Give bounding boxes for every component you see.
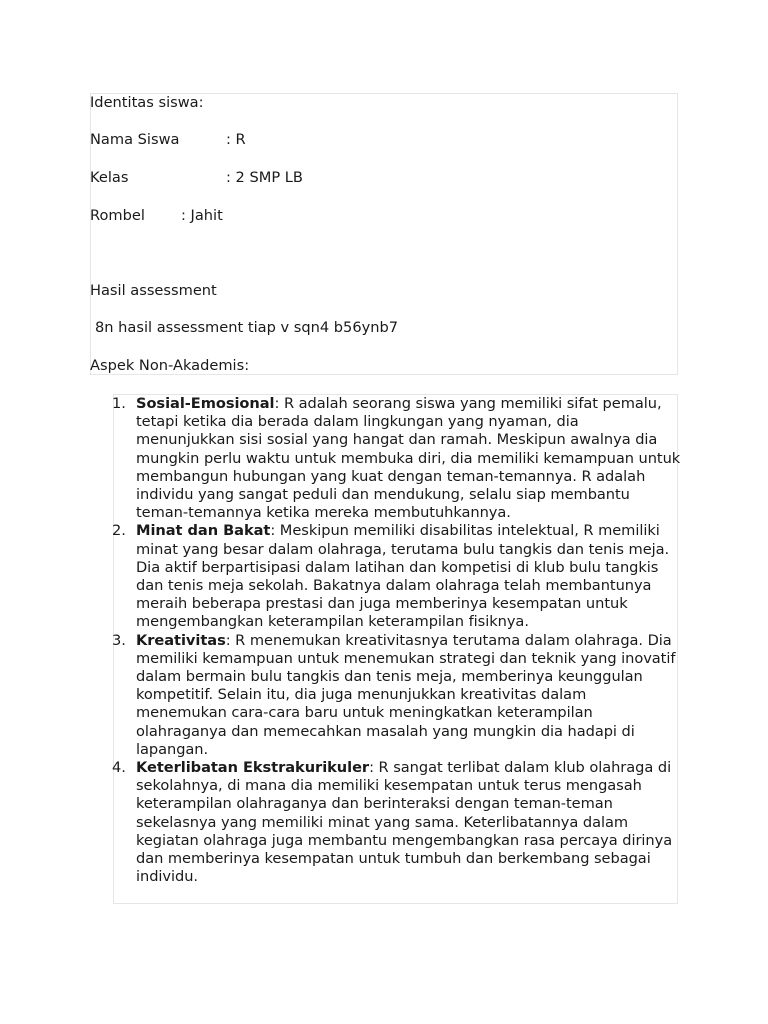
list-item-text: : R menemukan kreativitasnya terutama dalam olahraga. Dia memiliki kemampuan untuk menemukan strategi dan teknik yang inovatif dalam bermain bulu tangkis dan tenis meja, memberinya keunggulan kompetitif. Selain itu, dia juga menunjukkan kreativitas dalam menemukan cara-cara baru untuk meningkatkan keterampilan olahraganya dan memecahkan masalah yang mungkin dia hadapi di lapangan. [136, 631, 676, 758]
kelas-label: Kelas [90, 169, 129, 186]
list-item [112, 522, 681, 631]
rombel-label: Rombel [90, 207, 145, 224]
list-item-text: : R adalah seorang siswa yang memiliki sifat pemalu, tetapi ketika dia berada dalam lingkungan yang nyaman, dia menunjukkan sisi sosial yang hangat dan ramah. Meskipun awalnya dia mungkin perlu waktu untuk membuka diri, dia memiliki kemampuan untuk membangun hubungan yang kuat dengan teman-temannya. R adalah individu yang sangat peduli dan mendukung, selalu siap membantu teman-temannya ketika mereka membutuhkannya. [136, 395, 681, 522]
aspects-list [112, 395, 681, 886]
list-item-text: : Meskipun memiliki disabilitas intelektual, R memiliki minat yang besar dalam olahraga, terutama bulu tangkis dan tenis meja. Dia aktif berpartisipasi dalam latihan dan kompetisi di klub bulu tangkis dan tenis meja sekolah. Bakatnya dalam olahraga telah membantunya meraih beberapa prestasi dan juga memberinya kesempatan untuk mengembangkan keterampilan keterampilan fisiknya. [136, 522, 670, 631]
list-item-number: 4. [112, 759, 126, 777]
assessment-heading: Hasil assessment [90, 282, 217, 299]
list-item-number: 3. [112, 631, 126, 649]
list-item-text: : R sangat terlibat dalam klub olahraga di sekolahnya, di mana dia memiliki kesempatan untuk terus mengasah keterampilan olahraganya dan berinteraksi dengan teman-teman sekelasnya yang memiliki minat yang sama. Keterlibatannya dalam kegiatan olahraga juga membantu mengembangkan rasa percaya dirinya dan memberinya kesempatan untuk tumbuh dan berkembang sebagai individu. [136, 759, 673, 886]
list-item-number: 1. [112, 395, 126, 412]
list-item-number: 2. [112, 522, 126, 540]
list-item-title: Minat dan Bakat [136, 522, 271, 540]
list-item [112, 631, 681, 759]
list-item-title: Kreativitas [136, 631, 226, 649]
list-item-title: Sosial-Emosional [136, 395, 275, 412]
nama-siswa-label: Nama Siswa [90, 131, 180, 148]
aspect-heading: Aspek Non-Akademis: [90, 357, 250, 374]
nama-siswa-value: : R [226, 131, 246, 148]
kelas-value: : 2 SMP LB [226, 169, 303, 186]
list-item-title: Keterlibatan Ekstrakurikuler [136, 759, 370, 777]
list-item [112, 395, 681, 522]
rombel-value: : Jahit [181, 207, 223, 224]
assessment-note: 8n hasil assessment tiap v sqn4 b56ynb7 [95, 319, 399, 336]
identity-heading: Identitas siswa: [90, 94, 204, 111]
list-item [112, 759, 681, 886]
